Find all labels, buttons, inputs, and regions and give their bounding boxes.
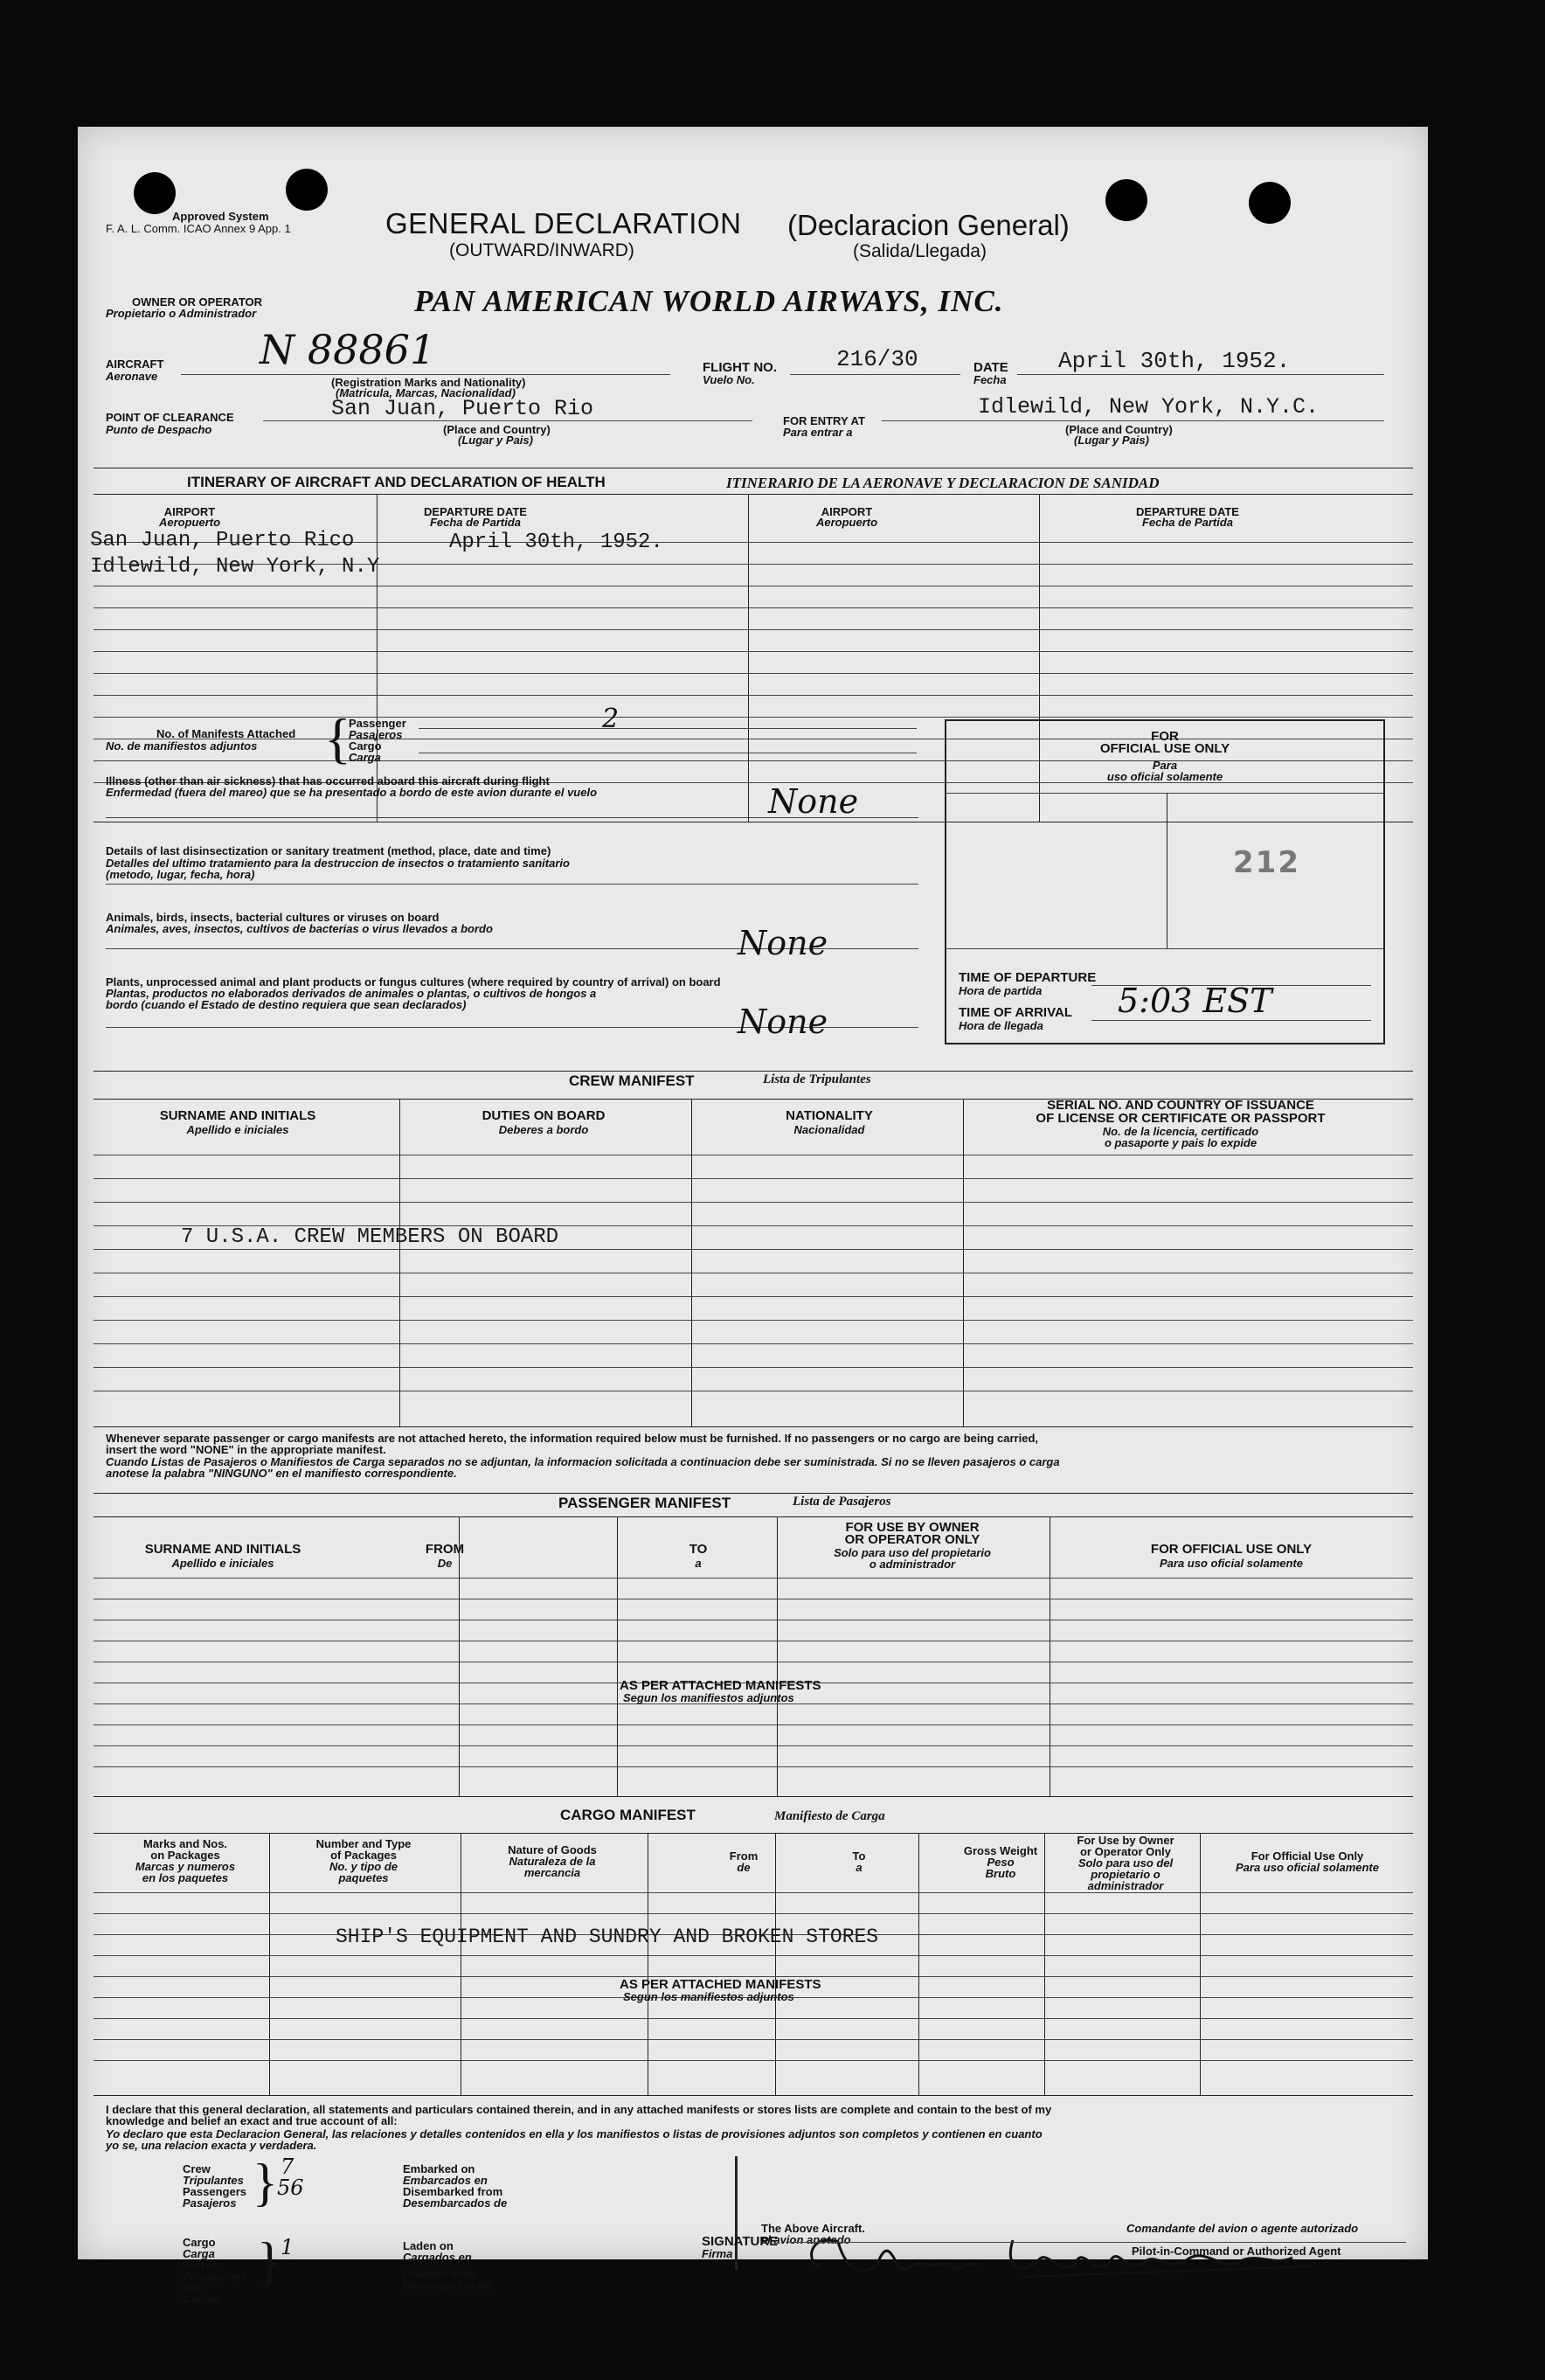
decl-cargo: Cargo (183, 2236, 216, 2249)
decl-stores: Stores (183, 2259, 218, 2272)
crew-entry: 7 U.S.A. CREW MEMBERS ON BOARD (181, 1225, 559, 1249)
punch-hole (286, 169, 328, 211)
punch-hole (1105, 179, 1147, 221)
manifests-value: 2 (602, 704, 620, 734)
cargo-col1-b: on Packages (150, 1849, 220, 1862)
title-en: GENERAL DECLARATION (385, 207, 742, 239)
cargo-col3-a: Nature of Goods (508, 1843, 597, 1856)
cargo-col2-c: No. y tipo de (329, 1860, 398, 1873)
plants-value: None (738, 1003, 828, 1041)
decl-mail: Mail (183, 2281, 205, 2294)
pax-col-from-es: De (437, 1557, 453, 1570)
itin-col-departure: DEPARTURE DATE (424, 505, 527, 518)
decl-passengers: Passengers (183, 2185, 246, 2198)
crew-col-serial-c: No. de la licencia, certificado (1102, 1125, 1259, 1138)
manifests-label: No. of Manifests Attached (156, 727, 296, 740)
official-para: Para (1152, 759, 1178, 772)
official-es: uso oficial solamente (1106, 770, 1223, 783)
aircraft-label: AIRCRAFT (106, 357, 164, 371)
aircraft-sub-es: (Matricula, Marcas, Nacionalidad) (336, 386, 516, 399)
itin-col-airport-es: Aeropuerto (158, 516, 221, 529)
declaration-en1: I declare that this general declaration, all statements and particulars contained therein, and in any attached manifests or stores lists are complete and contain to the best of my (106, 2103, 1052, 2116)
crew-title-es: Lista de Tripulantes (763, 1072, 871, 1086)
illness-label-es: Enfermedad (fuera del mareo) que se ha presentado a bordo de este avion durante el vuelo (106, 786, 598, 799)
cargo-note-es: Segun los manifiestos adjuntos (623, 1990, 794, 2003)
crew-col-nationality-es: Nacionalidad (793, 1123, 865, 1136)
flight-value: 216/30 (836, 346, 918, 372)
pax-col-official-es: Para uso oficial solamente (1159, 1557, 1303, 1570)
cargo-col6-es2: Bruto (985, 1867, 1016, 1880)
itin-col-airport-2-es: Aeropuerto (815, 516, 878, 529)
crew-col-nationality: NATIONALITY (786, 1108, 873, 1123)
plants-label-es2: bordo (cuando el Estado de destino requiera que sean declarados) (106, 998, 467, 1011)
animals-label: Animals, birds, insects, bacterial cultures or viruses on board (106, 911, 440, 924)
flight-label: FLIGHT NO. (703, 360, 777, 375)
crew-col-surname-es: Apellido e iniciales (186, 1123, 289, 1136)
declaration-es1: Yo declaro que esta Declaracion General, las relaciones y detalles contenidos en ella y los manifiestos o listas de provisiones adjuntos son completos y contienen en cuanto (106, 2127, 1043, 2141)
passenger-title: PASSENGER MANIFEST (558, 1495, 731, 1511)
cargo-col7-a: For Use by Owner (1077, 1834, 1174, 1847)
pax-col-owner-c: Solo para uso del propietario (834, 1546, 991, 1559)
cargo-col1-a: Marks and Nos. (142, 1837, 228, 1850)
cargo-col5: To (852, 1849, 866, 1863)
pax-col-to-es: a (695, 1557, 702, 1570)
cargo-col6-es1: Peso (987, 1856, 1015, 1869)
decl-laden: Laden on (403, 2239, 454, 2252)
pax-col-official: FOR OFFICIAL USE ONLY (1150, 1542, 1313, 1557)
manifests-label-es: No. de manifiestos adjuntos (106, 739, 258, 753)
itin-col-departure-2-es: Fecha de Partida (1141, 516, 1234, 529)
notice-es2: anotese la palabra "NINGUNO" en el manifiesto correspondiente. (106, 1467, 457, 1480)
pax-col-owner-a: FOR USE BY OWNER (845, 1520, 980, 1535)
decl-crew-count: 7 (281, 2154, 294, 2179)
cargo-col7-b: or Operator Only (1079, 1845, 1172, 1858)
decl-cargo-count: 1 (281, 2235, 294, 2259)
pax-note: AS PER ATTACHED MANIFESTS (620, 1678, 821, 1693)
time-arrival-value: 5:03 EST (1118, 982, 1272, 1020)
itin-row2-airport: Idlewild, New York, N.Y (90, 555, 380, 579)
passenger-title-es: Lista de Pasajeros (793, 1495, 891, 1509)
cargo-col4: From (729, 1849, 759, 1863)
entry-sub: (Place and Country) (1065, 423, 1173, 436)
cargo-title: CARGO MANIFEST (560, 1807, 696, 1823)
time-arrival-label-es: Hora de llegada (959, 1019, 1043, 1032)
cargo-col2-b: of Packages (330, 1849, 397, 1862)
decl-above-es: el avion anotado (761, 2233, 851, 2246)
official-stamp: 212 (1233, 845, 1300, 880)
crew-col-serial-b: OF LICENSE OR CERTIFICATE OR PASSPORT (1036, 1111, 1326, 1126)
animals-label-es: Animales, aves, insectos, cultivos de bacterias o virus llevados a bordo (106, 922, 493, 935)
entry-value: Idlewild, New York, N.Y.C. (978, 394, 1320, 420)
crew-col-serial-a: SERIAL NO. AND COUNTRY OF ISSUANCE (1047, 1098, 1314, 1113)
pax-col-to: TO (689, 1542, 708, 1557)
clearance-label-es: Punto de Despacho (106, 423, 212, 436)
declaration-en2: knowledge and belief an exact and true account of all: (106, 2114, 398, 2127)
cargo-col8: For Official Use Only (1251, 1849, 1364, 1863)
itin-col-airport: AIRPORT (163, 505, 216, 518)
decl-pax-count: 56 (277, 2175, 304, 2200)
crew-col-duties: DUTIES ON BOARD (482, 1108, 606, 1123)
cargo-col5-es: a (856, 1861, 863, 1874)
itin-col-departure-2: DEPARTURE DATE (1136, 505, 1239, 518)
punch-hole (134, 172, 176, 214)
passenger-label: Passenger (349, 717, 406, 730)
cargo-col7-c: Solo para uso del (1077, 1856, 1174, 1870)
cargo-col2-a: Number and Type (315, 1837, 412, 1850)
pax-col-owner-d: o administrador (869, 1558, 956, 1571)
animals-value: None (738, 924, 828, 962)
official-for: FOR (1151, 729, 1179, 744)
decl-signature: SIGNATURE (702, 2234, 779, 2249)
decl-signature-es: Firma (702, 2247, 733, 2260)
decl-desembarcados: Desembarcados de (403, 2196, 508, 2210)
cargo-col7-e: administrador (1087, 1879, 1164, 1892)
decl-unladen: Unladen from (403, 2267, 476, 2280)
clearance-sub: (Place and Country) (443, 423, 551, 436)
aircraft-value: N 88861 (260, 326, 436, 373)
decl-correo: Correo (183, 2293, 220, 2306)
notice-en1: Whenever separate passenger or cargo manifests are not attached hereto, the information required below must be furnished. If no passengers or no cargo are being carried, (106, 1432, 1038, 1445)
itin-col-airport-2: AIRPORT (821, 505, 873, 518)
decl-embarked: Embarked on (403, 2162, 475, 2175)
pax-col-surname-es: Apellido e iniciales (171, 1557, 274, 1570)
crew-col-serial-d: o pasaporte y pais lo expide (1104, 1136, 1257, 1149)
cargo-note: AS PER ATTACHED MANIFESTS (620, 1977, 821, 1992)
decl-above: The Above Aircraft. (761, 2222, 865, 2235)
decl-tripulantes: Tripulantes (183, 2174, 244, 2187)
cargo-entry: SHIP'S EQUIPMENT AND SUNDRY AND BROKEN STORES (336, 1926, 879, 1948)
notice-es1: Cuando Listas de Pasajeros o Manifiestos de Carga separados no se adjuntan, la informacion solicitada a continuacion debe ser suministrada. Si no se lleven pasajeros o carga (106, 1455, 1060, 1468)
crew-col-duties-es: Deberes a bordo (498, 1123, 589, 1136)
pax-col-from: FROM (425, 1542, 465, 1557)
flight-label-es: Vuelo No. (703, 373, 755, 386)
entry-sub-es: (Lugar y Pais) (1074, 434, 1149, 447)
punch-hole (1249, 182, 1291, 224)
cargo-col3-b: Naturaleza de la (509, 1855, 596, 1868)
clearance-label: POINT OF CLEARANCE (106, 411, 234, 424)
cargo-label: Cargo (349, 739, 382, 753)
carga-label: Carga (349, 751, 381, 764)
pilot-signature (803, 2224, 1327, 2294)
entry-label-es: Para entrar a (783, 426, 853, 439)
crew-col-surname: SURNAME AND INITIALS (159, 1108, 316, 1123)
cargo-col6: Gross Weight (963, 1844, 1038, 1857)
decl-signer-en: Pilot-in-Command or Authorized Agent (1132, 2245, 1341, 2258)
date-label-es: Fecha (973, 373, 1007, 386)
clearance-value: San Juan, Puerto Rio (331, 396, 594, 421)
disinsect-label-es2: (metodo, lugar, fecha, hora) (106, 868, 255, 881)
notice-en2: insert the word "NONE" in the appropriate manifest. (106, 1443, 386, 1456)
date-label: DATE (973, 360, 1008, 375)
operator-value: PAN AMERICAN WORLD AIRWAYS, INC. (414, 284, 1004, 318)
pasajeros-label: Pasajeros (349, 728, 403, 741)
date-value: April 30th, 1952. (1058, 348, 1291, 374)
title-en-sub: (OUTWARD/INWARD) (449, 240, 634, 260)
time-arrival-label: TIME OF ARRIVAL (959, 1005, 1072, 1020)
decl-provisiones: Provisiones (183, 2270, 247, 2283)
official-title: OFFICIAL USE ONLY (1099, 741, 1230, 756)
cargo-col8-es: Para uso oficial solamente (1235, 1861, 1379, 1874)
cargo-title-es: Manifiesto de Carga (774, 1809, 885, 1823)
decl-crew: Crew (183, 2162, 211, 2175)
decl-signer-es: Comandante del avion o agente autorizado (1126, 2222, 1359, 2235)
itinerary-title-es: ITINERARIO DE LA AERONAVE Y DECLARACION DE SANIDAD (726, 475, 1160, 491)
cargo-col3-c: mercancia (523, 1866, 581, 1879)
decl-disembarked: Disembarked from (403, 2185, 503, 2198)
decl-carga: Carga (183, 2247, 215, 2260)
disinsect-label-es1: Detalles del ultimo tratamiento para la destruccion de insectos o tratamiento sanitario (106, 857, 570, 870)
entry-label: FOR ENTRY AT (783, 414, 865, 427)
itin-row1-airport: San Juan, Puerto Rico (90, 529, 355, 552)
title-es: (Declaracion General) (787, 209, 1070, 241)
cargo-col4-es: de (737, 1861, 751, 1874)
approved-ref: F. A. L. Comm. ICAO Annex 9 App. 1 (106, 222, 291, 235)
pax-note-es: Segun los manifiestos adjuntos (623, 1691, 794, 1704)
decl-pasajeros: Pasajeros (183, 2196, 237, 2210)
illness-value: None (768, 782, 859, 821)
pax-col-surname: SURNAME AND INITIALS (144, 1542, 301, 1557)
plants-label: Plants, unprocessed animal and plant products or fungus cultures (where required by country of arrival) on board (106, 975, 721, 989)
crew-title: CREW MANIFEST (569, 1072, 695, 1089)
time-departure-label: TIME OF DEPARTURE (959, 970, 1097, 985)
declaration-es2: yo se, una relacion exacta y verdadera. (106, 2139, 317, 2152)
itinerary-title: ITINERARY OF AIRCRAFT AND DECLARATION OF HEALTH (187, 474, 606, 490)
illness-label: Illness (other than air sickness) that has occurred aboard this aircraft during flight (106, 774, 550, 788)
itin-col-departure-es: Fecha de Partida (429, 516, 522, 529)
time-departure-label-es: Hora de partida (959, 984, 1043, 997)
aircraft-label-es: Aeronave (106, 370, 158, 383)
aircraft-sub: (Registration Marks and Nationality) (331, 376, 526, 389)
approved-system: Approved System (172, 210, 269, 223)
cargo-col7-d: propietario o (1091, 1868, 1160, 1881)
cargo-col1-d: en los paquetes (142, 1871, 229, 1884)
pax-col-owner-b: OR OPERATOR ONLY (844, 1532, 980, 1547)
clearance-sub-es: (Lugar y Pais) (458, 434, 533, 447)
title-es-sub: (Salida/Llegada) (853, 241, 987, 261)
declaration-sheet: Approved System F. A. L. Comm. ICAO Annex 9 App. 1 GENERAL DECLARATION (OUTWARD/INWARD) (Declaracion General) (Salida/Llegada) OWNER OR OPERATOR Propietario o Administrador PAN AMERICAN WORLD AIRWAYS, INC. AIRCRAFT Aeronave N 88861 (Registration Marks and Nationality) (Matricula, Marcas, Nacionalidad) FLIGHT NO. Vuelo No. 216/30 DATE Fecha April 30th, 1952. POINT OF CLEARANCE Punto de Despacho San Juan, Puerto Rio (Place and Country) (Lugar y Pais) FOR ENTRY AT Para entrar a Idlewild, New York, N.Y.C. (Place and Country) (Lugar y Pais) ITINERARY OF AIRCRAFT AND DECLARATION OF HEALTH ITINERARIO DE LA AERONAVE Y DECLARACION DE SANIDAD AIRPORT Aeropuerto DEPARTURE DATE Fecha de Partida AIRPORT Aeropuerto DEPARTURE DATE Fecha de Partida San Juan, Puerto Rico April 30th, 1952. Idlewild, New York, N.Y No. of Manifests Attached No. de manifiestos adjuntos { Passenger Pasajeros Cargo Carga 2 Illness (other than air sickness) that has occurred aboard this aircraft during flight Enfermedad (fuera del mareo) que se ha presentado a bordo de este avion durante el vuelo None Details of last disinsectization or sanitary treatment (method, place, date and time) Detalles del ultimo tratamiento para la destruccion de insectos o tratamiento sanitario (metodo, lugar, fecha, hora) Animals, birds, insects, bacterial cultures or viruses on board Animales, aves, insectos, cultivos de bacterias o virus llevados a bordo None Plants, unprocessed animal and plant products or fungus cultures (where required by country of arrival) on board Plantas, productos no elaborados derivados de animales o plantas, o cultivos de hongos a bordo (cuando el Estado de destino requiera que sean declarados) None FOR OFFICIAL USE ONLY Para uso oficial solamente 212 TIME OF DEPARTURE Hora de partida TIME OF ARRIVAL Hora de llegada 5:03 EST CREW MANIFEST Lista de Tripulantes SURNAME AND INITIALS Apellido e iniciales DUTIES ON BOARD Deberes a bordo NATIONALITY Nacionalidad SERIAL NO. AND COUNTRY OF ISSUANCE OF LICENSE OR CERTIFICATE OR PASSPORT No. de la licencia, certificado o pasaporte y pais lo expide 7 U.S.A. CREW MEMBERS ON BOARD Whenever separate passenger or cargo manifests are not attached hereto, the information required below must be furnished. If no passengers or no cargo are being carried, insert the word "NONE" in the appropriate manifest. Cuando Listas de Pasajeros o Manifiestos de Carga separados no se adjuntan, la informacion solicitada a continuacion debe ser suministrada. Si no se lleven pasajeros o carga anotese la palabra "NINGUNO" en el manifiesto correspondiente. PASSENGER MANIFEST Lista de Pasajeros SURNAME AND INITIALS Apellido e iniciales FROM De TO a FOR USE BY OWNER OR OPERATOR ONLY Solo para uso del propietario o administrador FOR OFFICIAL USE ONLY Para uso oficial solamente AS PER ATTACHED MANIFESTS Segun los manifiestos adjuntos CARGO MANIFEST Manifiesto de Carga Marks and Nos. on Packages Marcas y numeros en los paquetes Number and Type of Packages No. y tipo de paquetes Nature of Goods Naturaleza de la mercancia From de To a Gross Weight Peso Bruto For Use by Owner or Operator Only Solo para uso del propietario o administrador For Official Use Only Para uso oficial solamente SHIP'S EQUIPMENT AND SUNDRY AND BROKEN STORES AS PER ATTACHED MANIFESTS Segun los manifiestos adjuntos I declare that this general declaration, all statements and particulars contained therein, and in any attached manifests or stores lists are complete and contain to the best of my knowledge and belief an exact and true account of all: Yo declaro que esta Declaracion General, las relaciones y detalles contenidos en ella y los manifiestos o listas de provisiones adjuntos son completos y contienen en cuanto yo se, una relacion exacta y verdadera. Crew Tripulantes Passengers Pasajeros } 7 56 Embarked on Embarcados en Disembarked from Desembarcados de Cargo Carga Stores Provisiones Mail Correo } 1 Laden on Cargados en Unladen from Descargados de The Above Aircraft. el avion anotado Comandante del avion o agente autorizado SIGNATURE Firma Pilot-in-Command or Authorized Agent (78, 127, 1428, 2259)
cargo-col2-d: paquetes (338, 1871, 389, 1884)
operator-label-es: Propietario o Administrador (106, 307, 257, 320)
operator-label: OWNER OR OPERATOR (132, 295, 263, 309)
disinsect-label: Details of last disinsectization or sanitary treatment (method, place, date and time) (106, 844, 551, 857)
itin-row1-date: April 30th, 1952. (449, 531, 663, 554)
cargo-col1-c: Marcas y numeros (135, 1860, 236, 1873)
plants-label-es1: Plantas, productos no elaborados derivados de animales o plantas, o cultivos de hongos a (106, 987, 597, 1000)
decl-embarcados: Embarcados en (403, 2174, 488, 2187)
decl-cargados: Cargados en (403, 2251, 472, 2264)
decl-descargados: Descargados de (403, 2279, 491, 2292)
